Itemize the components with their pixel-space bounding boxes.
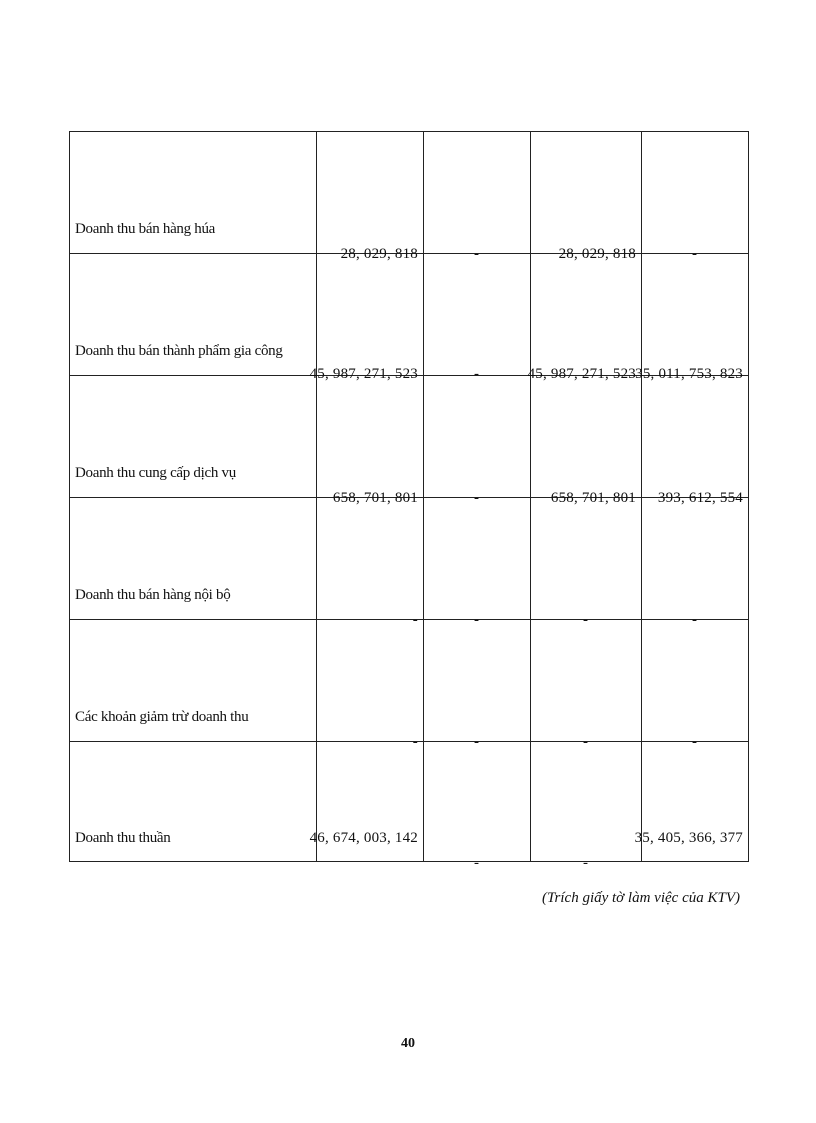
value-cell: 658, 701, 801 xyxy=(332,489,418,506)
value-cell: - xyxy=(583,733,588,750)
table-row xyxy=(70,498,749,620)
value-cell: - xyxy=(412,611,418,628)
value-cell: - xyxy=(412,733,418,750)
value-cell: 658, 701, 801 xyxy=(550,489,636,506)
row-label: Doanh thu cung cấp dịch vụ xyxy=(75,464,236,481)
value-cell: 28, 029, 818 xyxy=(340,245,418,262)
value-cell: - xyxy=(474,245,479,262)
value-cell: - xyxy=(583,611,588,628)
value-cell: 28, 029, 818 xyxy=(558,245,636,262)
revenue-table xyxy=(69,131,749,871)
value-cell: 45, 987, 271, 523 xyxy=(527,365,636,382)
table-row xyxy=(70,376,749,498)
row-label: Doanh thu bán thành phẩm gia công xyxy=(75,342,283,359)
value-cell: - xyxy=(474,733,479,750)
value-cell: 46, 674, 003, 142 xyxy=(309,829,418,846)
value-cell: - xyxy=(474,611,479,628)
value-cell: - xyxy=(474,854,479,871)
table-row xyxy=(70,620,749,742)
row-label: Doanh thu bán hàng húa xyxy=(75,220,216,237)
value-cell: - xyxy=(692,245,697,262)
table-row xyxy=(70,132,749,254)
value-cell: - xyxy=(692,611,697,628)
value-cell: - xyxy=(474,489,479,506)
value-cell: - xyxy=(583,854,588,871)
value-cell: 35, 405, 366, 377 xyxy=(634,829,743,846)
row-label: Doanh thu bán hàng nội bộ xyxy=(75,586,231,603)
source-caption: (Trích giấy tờ làm việc của KTV) xyxy=(542,890,740,906)
row-label: Các khoản giảm trừ doanh thu xyxy=(75,708,249,725)
value-cell: 35, 011, 753, 823 xyxy=(635,365,743,382)
row-label: Doanh thu thuần xyxy=(75,829,171,846)
value-cell: 393, 612, 554 xyxy=(657,489,743,506)
table-row xyxy=(70,742,749,862)
value-cell: 45, 987, 271, 523 xyxy=(309,365,418,382)
table-row xyxy=(70,254,749,376)
value-cell: - xyxy=(474,365,479,382)
value-cell: - xyxy=(692,733,697,750)
page-number: 40 xyxy=(401,1036,415,1051)
